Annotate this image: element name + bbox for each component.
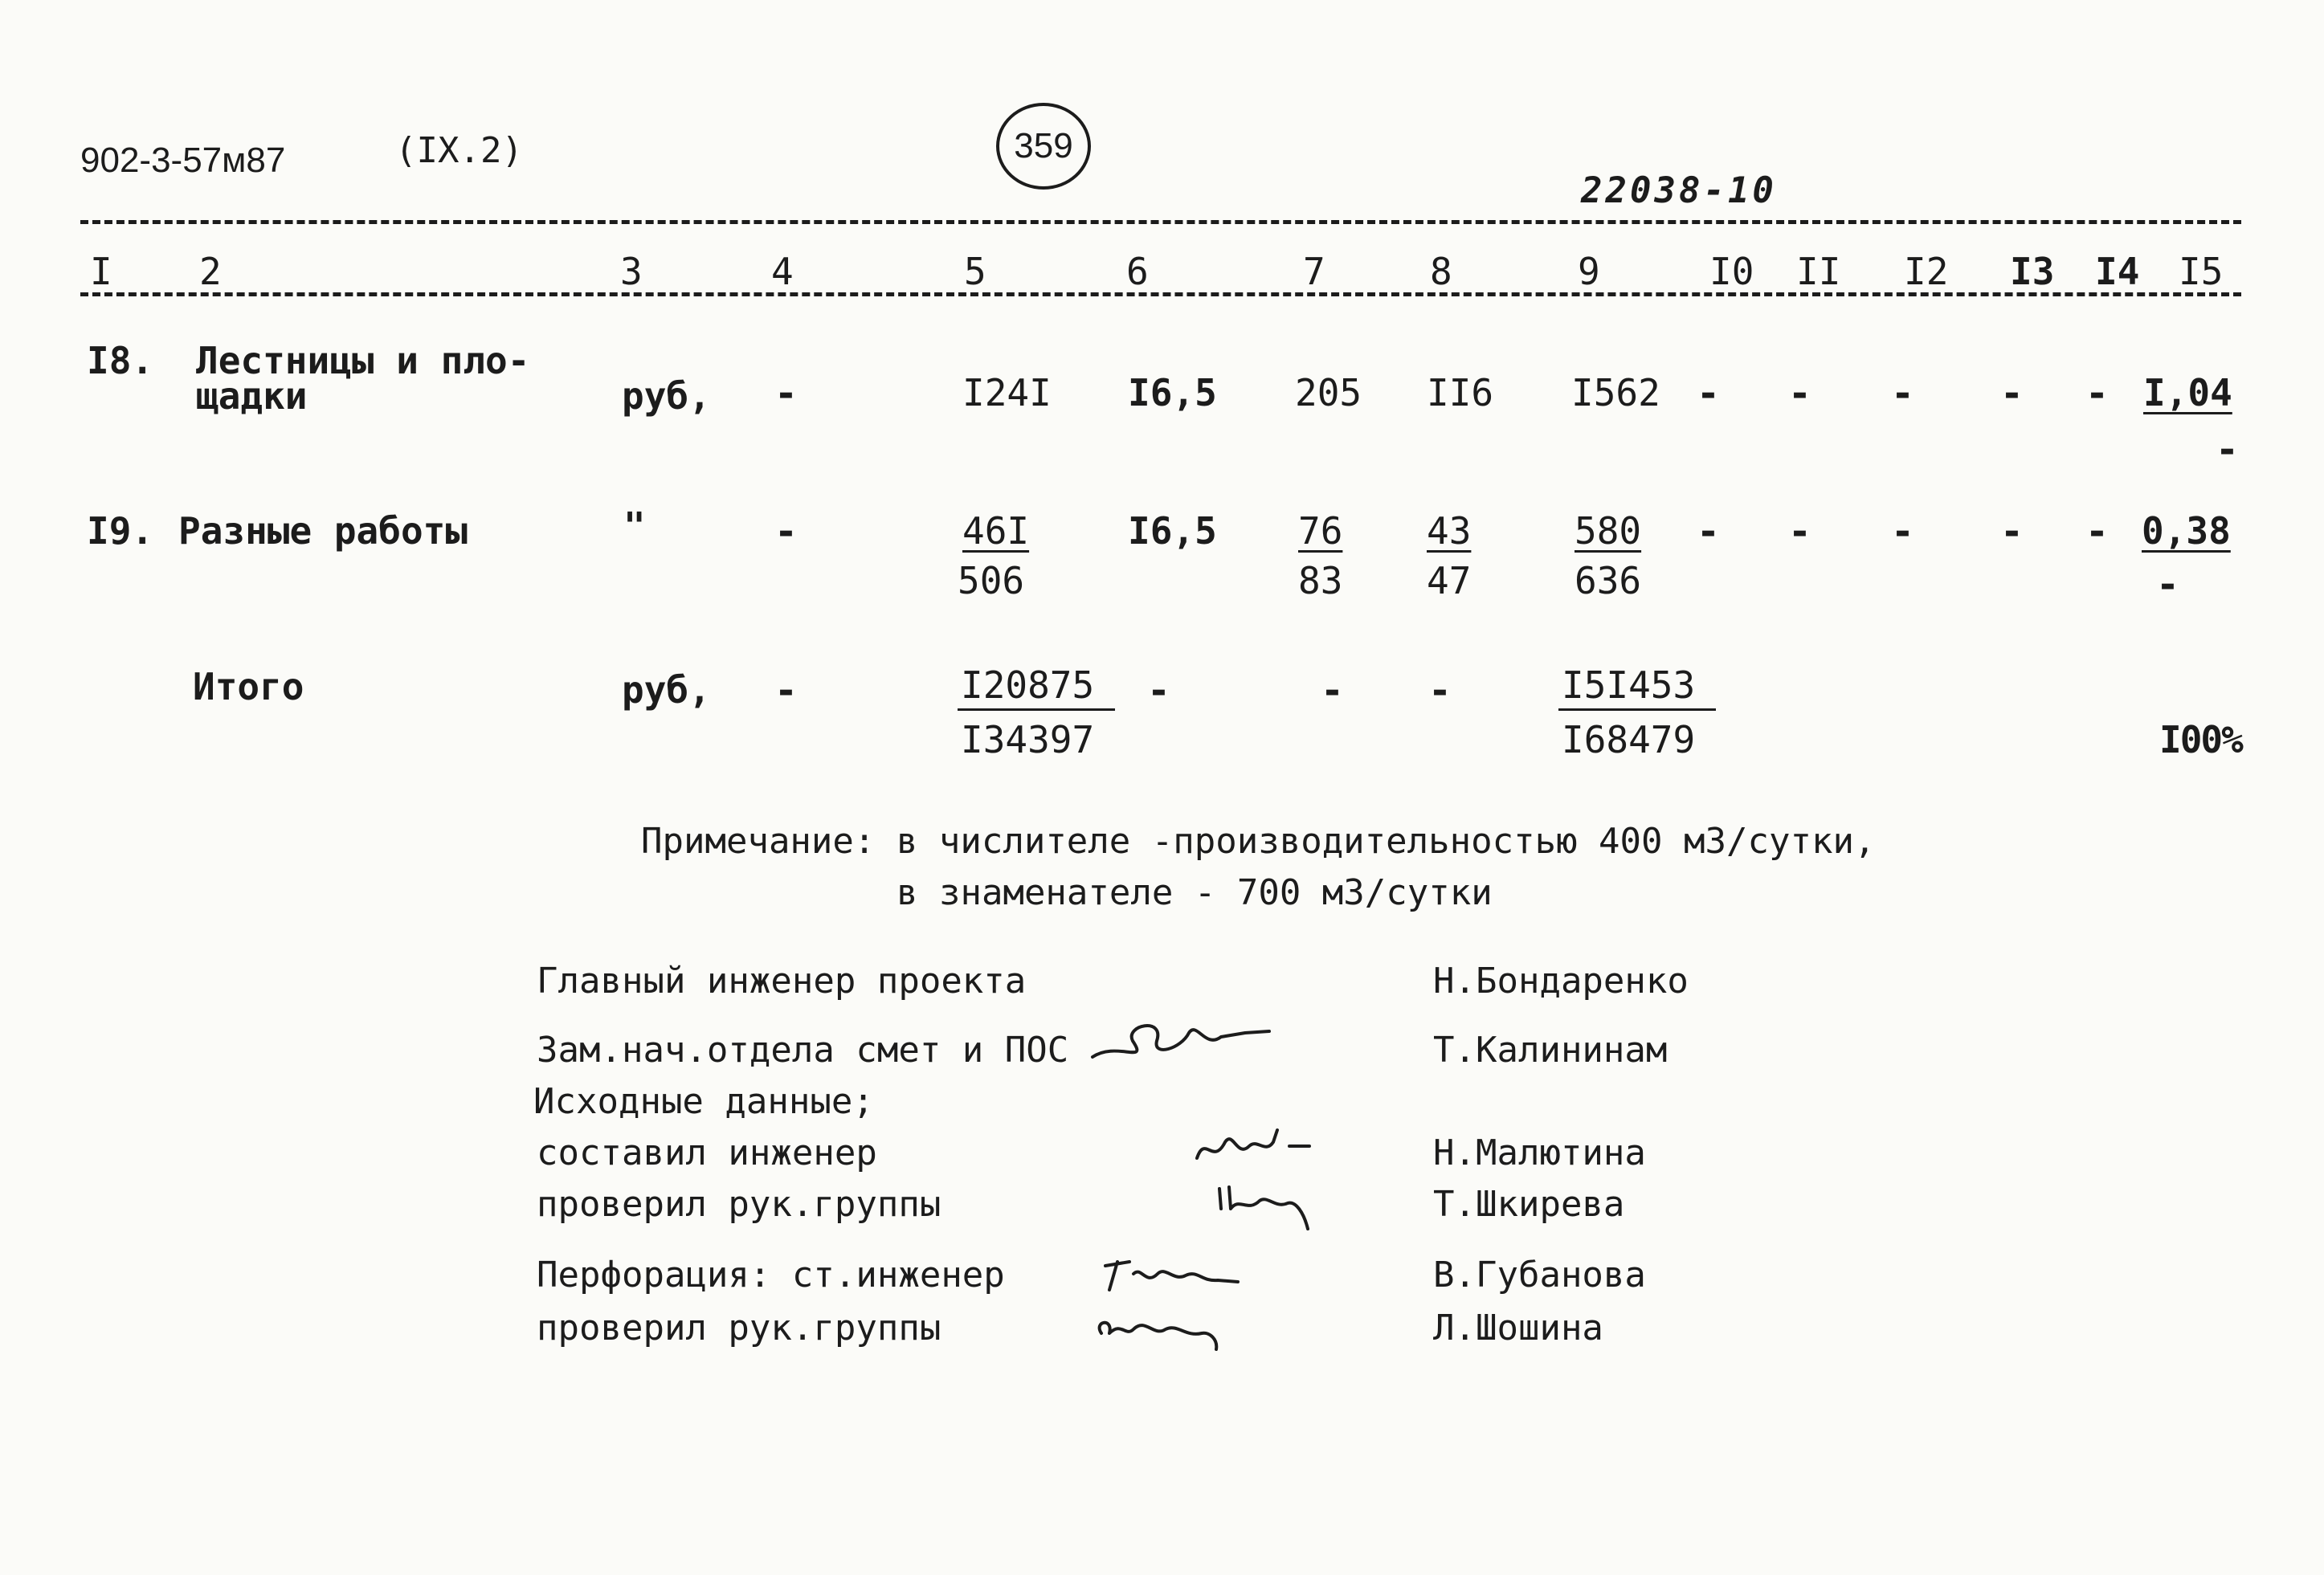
cell: II6 — [1427, 371, 1494, 414]
cell: - — [774, 371, 798, 416]
column-header: 8 — [1430, 250, 1452, 293]
cell: I,04 — [2143, 371, 2232, 414]
cell: I34397 — [961, 718, 1095, 761]
cell: I68479 — [1562, 718, 1696, 761]
column-header: 9 — [1578, 250, 1600, 293]
cell: - — [1788, 509, 1811, 554]
cell: - — [1788, 371, 1811, 416]
column-header: I0 — [1709, 250, 1754, 293]
signature-name: Н.Бондаренко — [1433, 961, 1689, 1002]
signature-role: проверил рук.группы — [537, 1308, 941, 1349]
column-header: II — [1796, 250, 1841, 293]
note-line: в знаменателе - 700 м3/сутки — [897, 872, 1493, 913]
cell: - — [2000, 371, 2024, 416]
total-unit: руб, — [622, 668, 711, 712]
signature-role: проверил рук.группы — [537, 1184, 941, 1225]
row-number: I8. — [87, 339, 154, 382]
cell: - — [1891, 509, 1914, 554]
signature-name: Н.Малютина — [1433, 1132, 1646, 1173]
row-name: Лестницы и пло- — [196, 339, 530, 382]
signature-name: Т.Калининам — [1433, 1030, 1668, 1071]
handwritten-signature — [1097, 1250, 1250, 1298]
cell: I6,5 — [1128, 509, 1217, 553]
cell: - — [1321, 668, 1344, 713]
cell: - — [1428, 668, 1452, 713]
total-label: Итого — [193, 665, 304, 708]
cell: - — [2156, 562, 2179, 607]
cell: 506 — [958, 559, 1025, 602]
cell: - — [774, 668, 798, 713]
cell: 46I — [962, 509, 1030, 553]
row-unit: руб, — [622, 374, 711, 418]
signature-name: В.Губанова — [1433, 1255, 1646, 1295]
section-label: (IX.2) — [395, 130, 523, 171]
column-header: I2 — [1904, 250, 1949, 293]
column-header: I3 — [2010, 250, 2055, 293]
handwritten-signature — [1084, 1009, 1277, 1073]
row-number: I9. — [87, 509, 154, 553]
row-name: щадки — [196, 374, 308, 418]
signature-role: Главный инженер проекта — [537, 961, 1027, 1002]
cell: I562 — [1571, 371, 1660, 414]
column-header: I4 — [2095, 250, 2140, 293]
note-line: Примечание: в числителе -производительностью 400 м3/сутки, — [641, 821, 1876, 862]
cell: I6,5 — [1128, 371, 1217, 414]
column-header: 3 — [620, 250, 643, 293]
fraction-rule — [1558, 708, 1716, 711]
column-header: 5 — [964, 250, 986, 293]
cell: I24I — [962, 371, 1052, 414]
cell: - — [2085, 509, 2109, 554]
handwritten-signature — [1211, 1173, 1332, 1237]
cell: 0,38 — [2142, 509, 2231, 553]
row-unit: " — [623, 504, 646, 548]
document-code: 902-3-57м87 — [80, 141, 286, 180]
cell: 47 — [1427, 559, 1472, 602]
cell: 205 — [1295, 371, 1362, 414]
signature-role: составил инженер — [537, 1132, 877, 1173]
page-number: 359 — [996, 103, 1091, 190]
handwritten-signature — [1189, 1118, 1317, 1174]
column-header: 7 — [1303, 250, 1325, 293]
cell: I20875 — [961, 663, 1095, 707]
cell: 580 — [1575, 509, 1642, 553]
row-name: Разные работы — [178, 509, 468, 553]
cell: - — [1697, 509, 1720, 554]
signature-role: Зам.нач.отдела смет и ПОС — [537, 1030, 1069, 1071]
cell: - — [2000, 509, 2024, 554]
fraction-rule — [958, 708, 1115, 711]
column-header: I5 — [2179, 250, 2224, 293]
cell: 76 — [1298, 509, 1343, 553]
header-bottom-rule — [80, 292, 2241, 296]
cell: 43 — [1427, 509, 1472, 553]
cell: I5I453 — [1562, 663, 1696, 707]
cell: - — [1891, 371, 1914, 416]
signature-name: Л.Шошина — [1433, 1308, 1603, 1349]
cell: - — [2216, 427, 2239, 472]
cell: - — [2085, 371, 2109, 416]
cell: 83 — [1298, 559, 1343, 602]
cell: I00% — [2159, 718, 2242, 761]
handwritten-signature — [1089, 1301, 1234, 1357]
signature-name: Т.Шкирева — [1433, 1184, 1625, 1225]
document-stamp: 22038-10 — [1581, 170, 1777, 211]
cell: - — [1147, 668, 1170, 713]
cell: - — [1697, 371, 1720, 416]
column-header: 6 — [1126, 250, 1149, 293]
column-header: 4 — [771, 250, 794, 293]
signature-role: Исходные данные; — [533, 1081, 874, 1122]
column-header: I — [90, 250, 112, 293]
cell: 636 — [1575, 559, 1642, 602]
cell: - — [774, 509, 798, 554]
signature-role: Перфорация: ст.инженер — [537, 1255, 1005, 1295]
header-top-rule — [80, 220, 2241, 224]
column-header: 2 — [199, 250, 222, 293]
